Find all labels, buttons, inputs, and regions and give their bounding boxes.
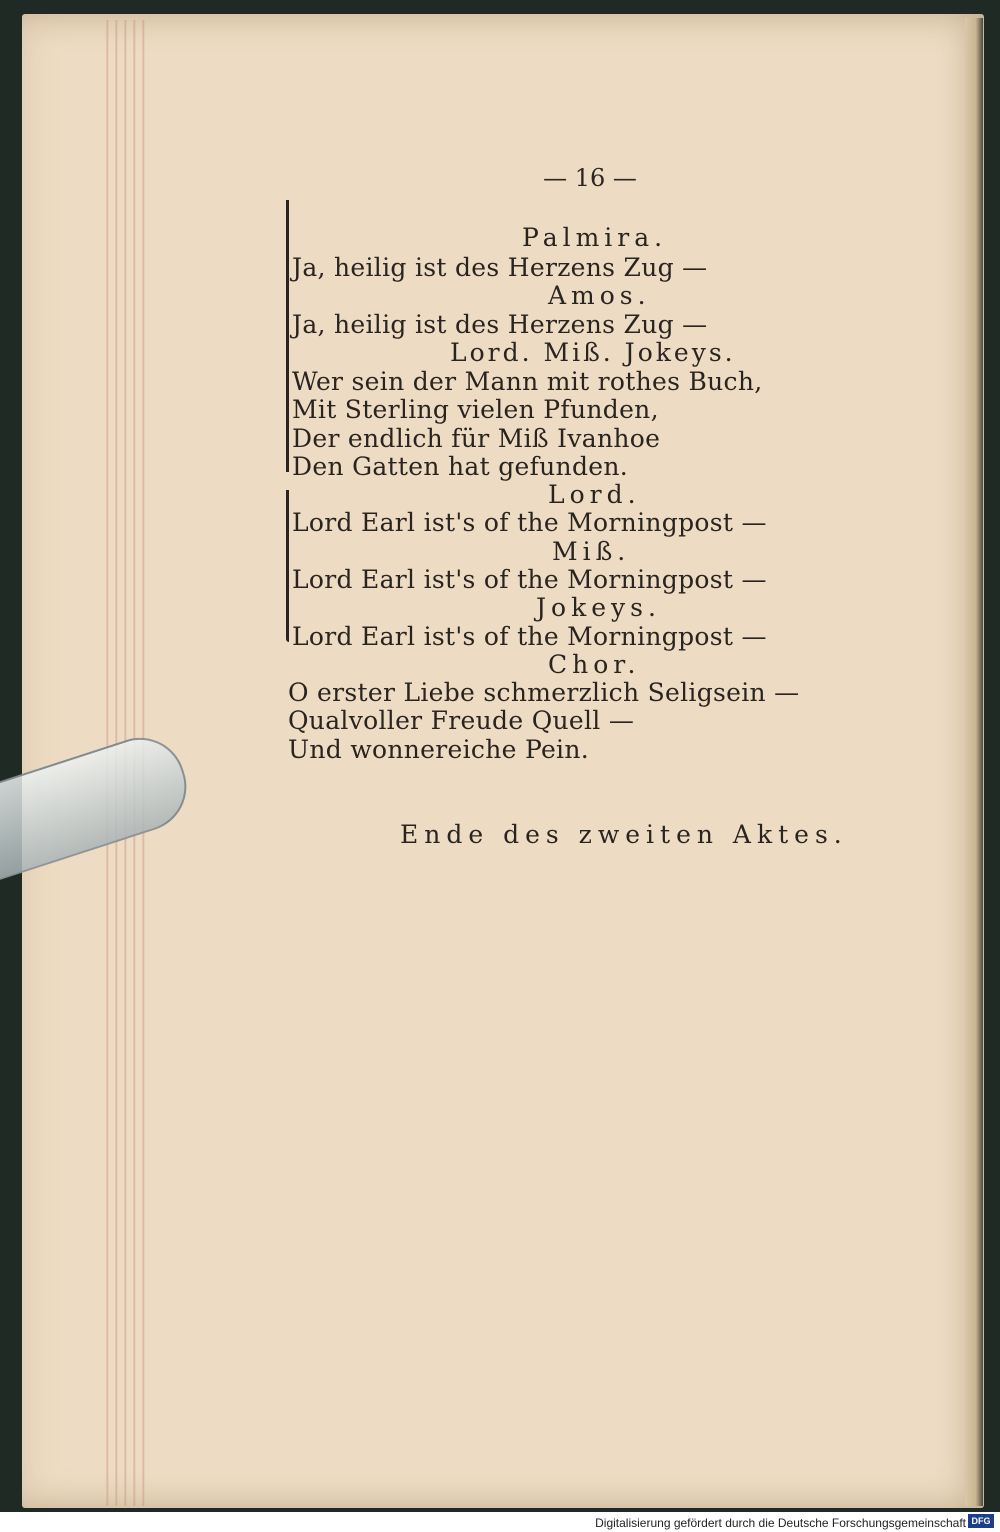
speaker-line: Lord. bbox=[548, 480, 641, 509]
verse-line: Lord Earl ist's of the Morningpost — bbox=[292, 508, 767, 537]
speaker-line: Amos. bbox=[548, 281, 651, 310]
speaker-line: Miß. bbox=[552, 537, 631, 566]
speaker-line: Jokeys. bbox=[536, 593, 661, 622]
digitization-credit: Digitalisierung gefördert durch die Deutsche Forschungsgemeinschaft bbox=[595, 1516, 966, 1530]
speaker-line: Chor. bbox=[548, 650, 641, 679]
page-number: — 16 — bbox=[543, 164, 637, 192]
act-ending: Ende des zweiten Aktes. bbox=[400, 820, 848, 849]
speaker-line: Lord. Miß. Jokeys. bbox=[450, 338, 736, 367]
verse-line: Und wonnereiche Pein. bbox=[288, 735, 589, 764]
verse-line: Den Gatten hat gefunden. bbox=[292, 452, 628, 481]
bracket-2 bbox=[286, 490, 289, 642]
verse-line: Lord Earl ist's of the Morningpost — bbox=[292, 622, 767, 651]
verse-line: Der endlich für Miß Ivanhoe bbox=[292, 424, 661, 453]
speaker-line: Palmira. bbox=[522, 223, 668, 252]
verse-line: Ja, heilig ist des Herzens Zug — bbox=[292, 310, 708, 339]
verse-line: Mit Sterling vielen Pfunden, bbox=[292, 395, 659, 424]
verse-line: Qualvoller Freude Quell — bbox=[288, 706, 635, 735]
verse-line: O erster Liebe schmerzlich Seligsein — bbox=[288, 678, 800, 707]
verse-line: Lord Earl ist's of the Morningpost — bbox=[292, 565, 767, 594]
bracket-1 bbox=[286, 200, 289, 472]
verse-line: Ja, heilig ist des Herzens Zug — bbox=[292, 253, 708, 282]
dfg-logo-icon: DFG bbox=[968, 1514, 994, 1528]
verse-line: Wer sein der Mann mit rothes Buch, bbox=[292, 367, 763, 396]
page-edge bbox=[965, 18, 983, 1506]
